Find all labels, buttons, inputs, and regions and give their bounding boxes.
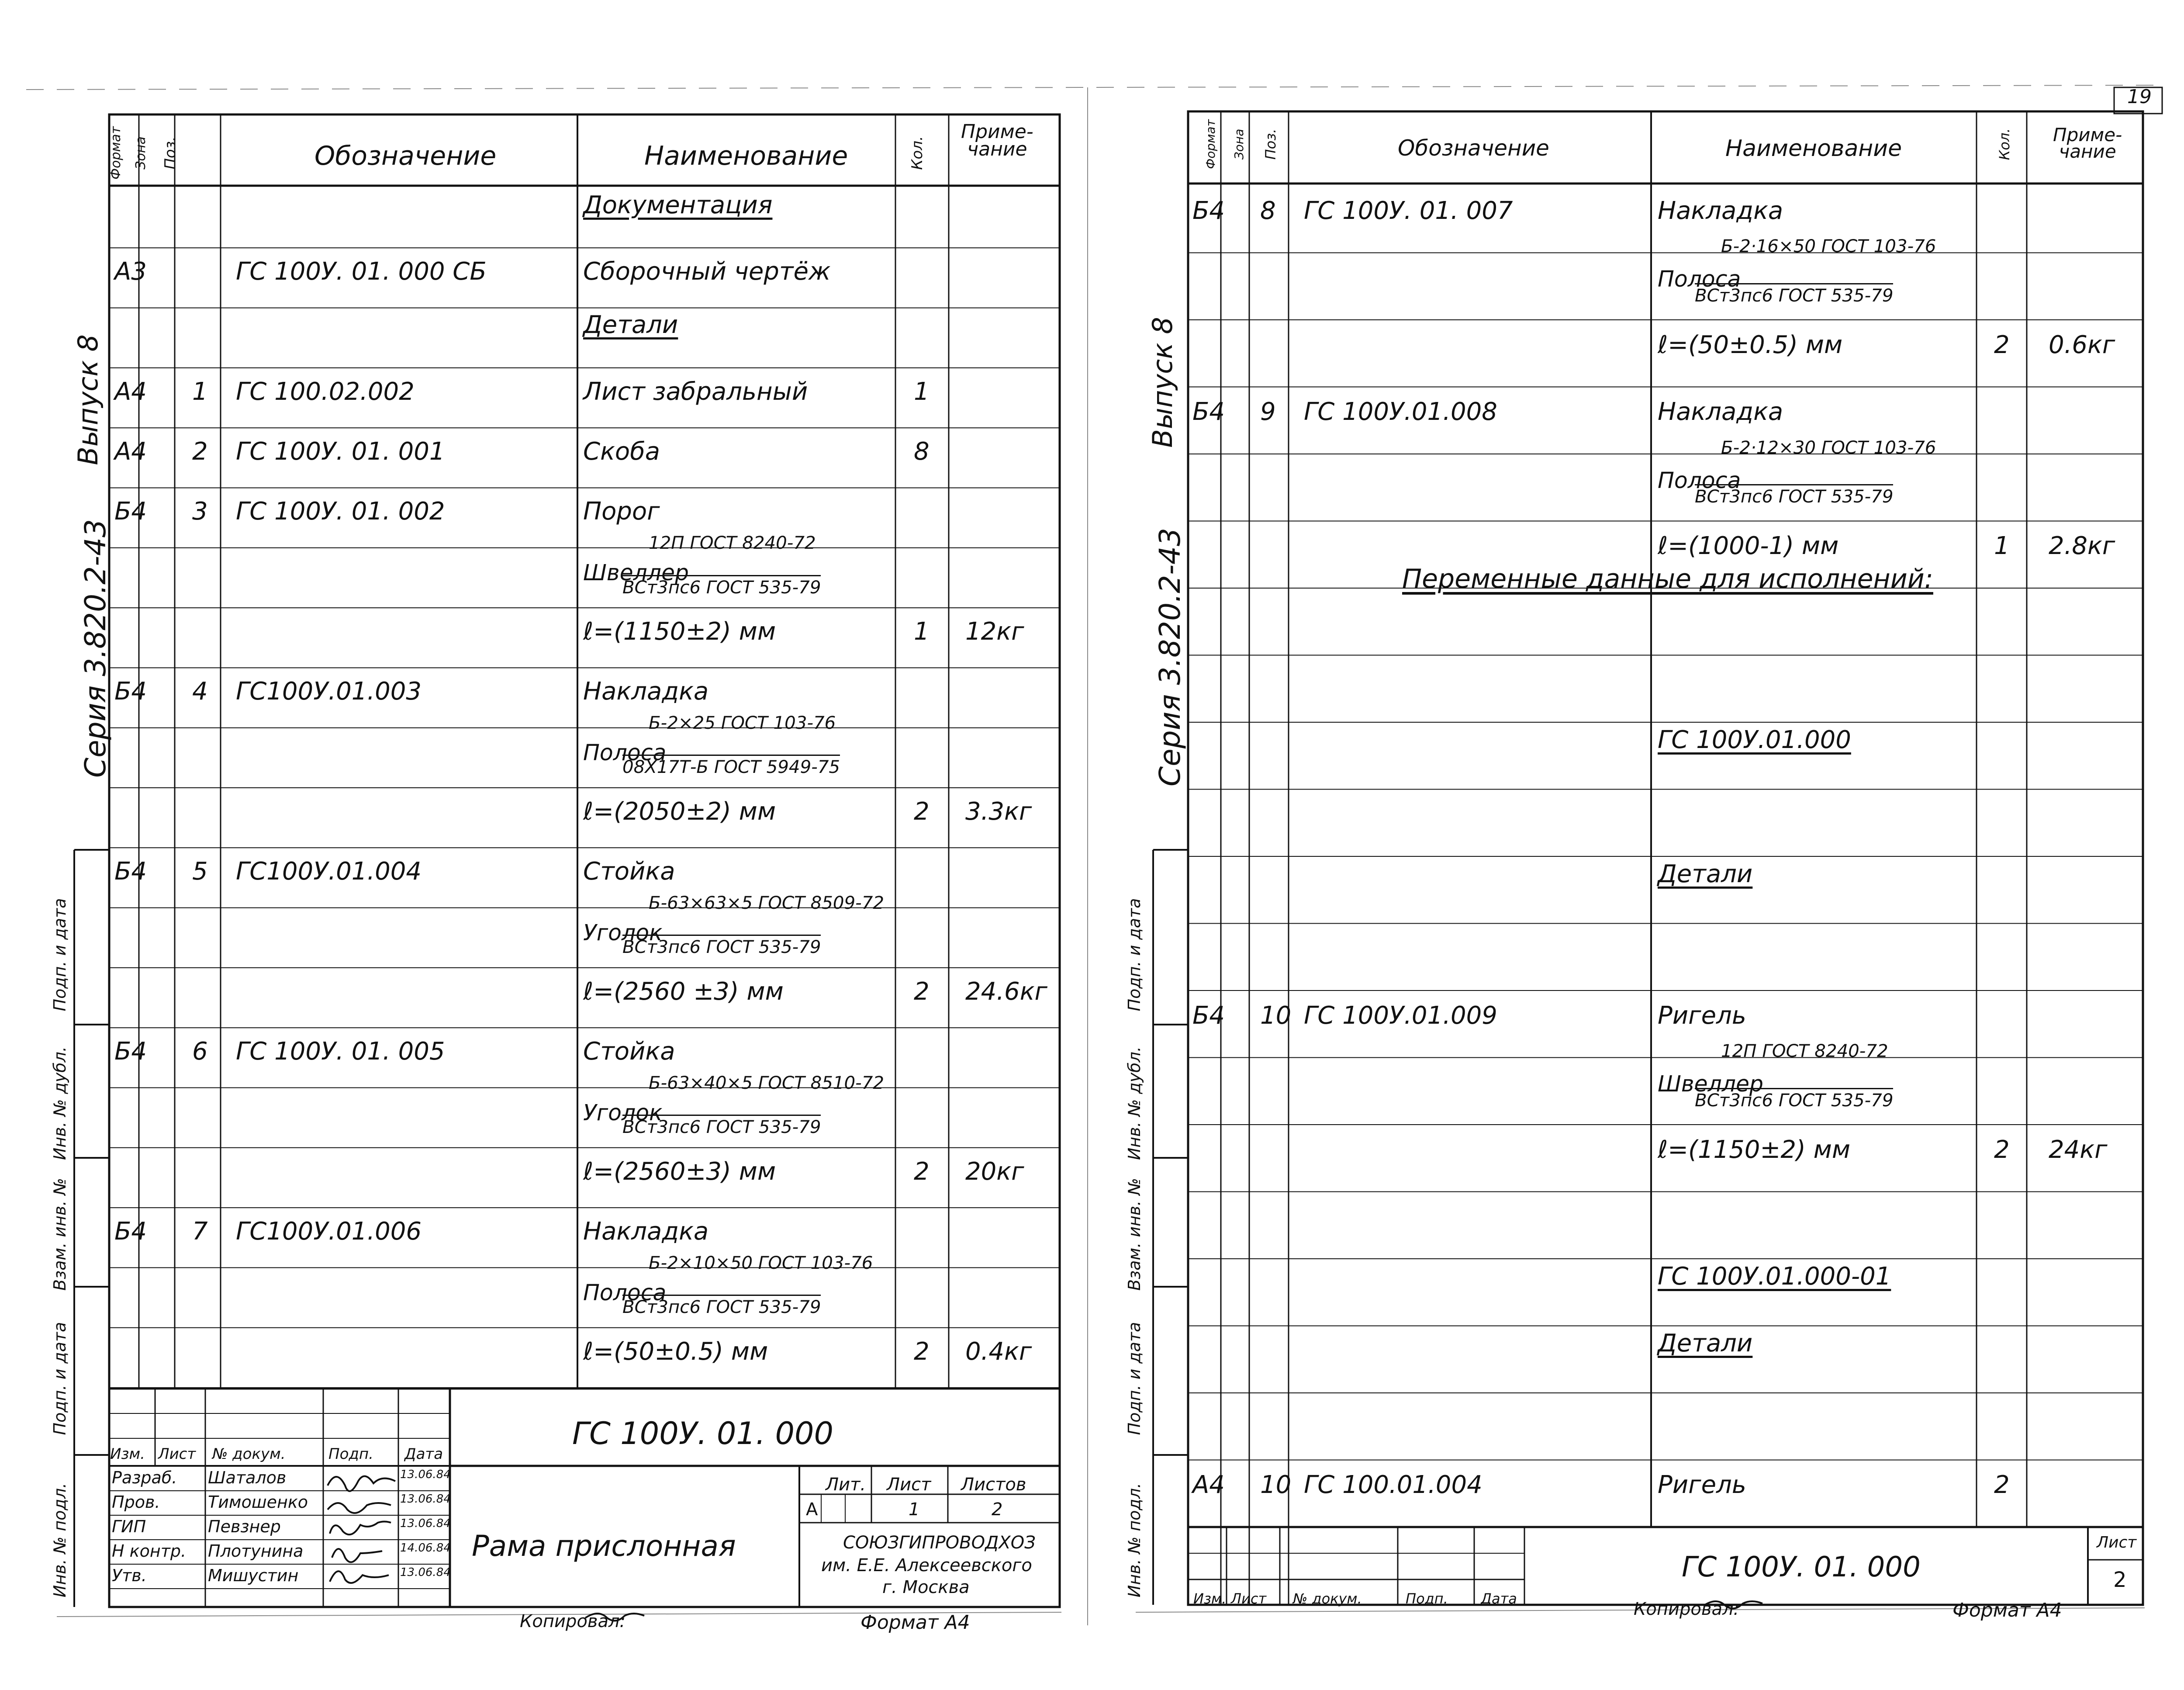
section-heading: ГС 100У.01.000-01: [1658, 1262, 1891, 1291]
row-material-grade: ВСт3пс6 ГОСТ 535-79: [622, 575, 821, 598]
tb-role: Разраб.: [112, 1468, 177, 1487]
org-line-2: им. Е.Е. Алексеевского: [821, 1555, 1032, 1576]
item-name: Рама прислонная: [472, 1529, 736, 1563]
row-format: Б4: [114, 1217, 147, 1246]
org-line-3: г. Москва: [882, 1577, 970, 1597]
row-designation: ГС 100У. 01. 001: [236, 437, 445, 466]
row-position: 8: [1260, 196, 1276, 225]
right-header-kol: Кол.: [1996, 128, 2013, 160]
row-material-name: Уголок: [583, 1099, 663, 1126]
row-name: Стойка: [583, 1037, 675, 1066]
row-format: Б4: [1192, 398, 1225, 426]
rtb-list-value: 2: [2113, 1568, 2127, 1592]
right-header-naim: Наименование: [1725, 135, 1902, 162]
tb-role: Н контр.: [112, 1541, 187, 1561]
row-note: 20кг: [965, 1157, 1024, 1186]
page-number: 19: [2127, 86, 2152, 108]
tb-role: ГИП: [112, 1517, 146, 1536]
row-quantity: 2: [914, 797, 930, 826]
row-name: ℓ=(50±0.5) мм: [1658, 330, 1843, 359]
tb-list-value: 1: [909, 1500, 920, 1520]
row-format: Б4: [114, 497, 147, 526]
row-designation: ГС 100У. 01. 000 СБ: [236, 257, 487, 286]
row-material-grade: ВСт3пс6 ГОСТ 535-79: [622, 935, 821, 957]
left-stamp-inv-podl: Инв. № подл.: [50, 1482, 69, 1598]
row-designation: ГС100У.01.006: [236, 1217, 422, 1246]
row-position: 6: [192, 1037, 208, 1066]
row-quantity: 2: [1994, 1471, 2010, 1500]
tb-listov-label: Листов: [961, 1475, 1026, 1495]
org-line-1: СОЮЗГИПРОВОДХОЗ: [843, 1533, 1036, 1553]
row-material-profile: 12П ГОСТ 8240-72: [1721, 1041, 1888, 1062]
rtb-list-label: Лист: [2097, 1534, 2137, 1551]
left-vypusk: Выпуск 8: [72, 334, 104, 465]
tb-col-list: Лист: [158, 1445, 196, 1463]
row-format: А4: [114, 437, 147, 466]
row-material-name: Швеллер: [583, 560, 689, 586]
row-format: Б4: [114, 857, 147, 886]
tb-lit-label: Лит.: [826, 1475, 866, 1495]
row-quantity: 2: [1994, 330, 2010, 359]
row-material-profile: Б-2×10×50 ГОСТ 103-76: [649, 1253, 873, 1274]
right-stamp-vzam: Взам. инв. №: [1125, 1178, 1144, 1291]
row-name: Стойка: [583, 857, 675, 886]
row-format: А3: [114, 257, 147, 286]
row-quantity: 1: [914, 617, 930, 646]
row-material-profile: Б-2·12×30 ГОСТ 103-76: [1721, 437, 1936, 458]
row-format: А4: [1192, 1471, 1225, 1500]
row-position: 9: [1260, 398, 1276, 426]
tb-person-name: Тимошенко: [208, 1493, 308, 1512]
row-note: 3.3кг: [965, 797, 1032, 826]
row-designation: ГС 100У. 01. 007: [1304, 196, 1513, 225]
tb-list-label: Лист: [887, 1475, 931, 1495]
row-name: Накладка: [1658, 196, 1783, 225]
row-name: ℓ=(2560±3) мм: [583, 1157, 776, 1186]
right-header-format: Формат: [1203, 119, 1218, 169]
right-designation: ГС 100У. 01. 000: [1682, 1551, 1921, 1583]
row-position: 2: [192, 437, 208, 466]
right-header-prim: Приме- чание: [2053, 124, 2122, 162]
tb-person-name: Певзнер: [208, 1517, 281, 1536]
row-name: ℓ=(2560 ±3) мм: [583, 977, 784, 1006]
row-designation: ГС 100У.01.008: [1304, 398, 1497, 426]
tb-person-name: Плотунина: [208, 1541, 304, 1561]
row-format: Б4: [114, 677, 147, 706]
tb-role: Пров.: [112, 1493, 160, 1512]
row-material-name: Швеллер: [1658, 1071, 1763, 1097]
rtb-col-dokum: № докум.: [1293, 1590, 1362, 1607]
tb-lit-value: А: [806, 1500, 818, 1520]
left-designation: ГС 100У. 01. 000: [572, 1416, 834, 1451]
row-name: ℓ=(1150±2) мм: [583, 617, 776, 646]
row-material-grade: ВСт3пс6 ГОСТ 535-79: [622, 1115, 821, 1137]
left-seriya: Серия 3.820.2-43: [79, 519, 112, 778]
row-position: 5: [192, 857, 208, 886]
left-header-format: Формат: [108, 126, 124, 180]
right-header-poz: Поз.: [1262, 128, 1279, 160]
tb-col-izm: Изм.: [110, 1445, 145, 1463]
row-name: Накладка: [583, 1217, 709, 1246]
left-header-naim: Наименование: [644, 141, 848, 171]
row-material-grade: ВСт3пс6 ГОСТ 535-79: [622, 1295, 821, 1317]
row-material-grade: ВСт3пс6 ГОСТ 535-79: [1695, 1088, 1893, 1111]
left-stamp-podp-1: Подп. и дата: [50, 898, 69, 1011]
right-seriya: Серия 3.820.2-43: [1153, 528, 1187, 786]
left-stamp-podp-2: Подп. и дата: [50, 1322, 69, 1435]
row-quantity: 1: [914, 377, 930, 406]
row-position: 4: [192, 677, 208, 706]
right-stamp-inv-podl: Инв. № подл.: [1125, 1482, 1144, 1598]
row-position: 7: [192, 1217, 208, 1246]
section-heading: ГС 100У.01.000: [1658, 725, 1851, 754]
right-footer-copied: Копировал:: [1634, 1599, 1740, 1619]
row-material-profile: Б-63×63×5 ГОСТ 8509-72: [649, 893, 885, 914]
row-position: 10: [1260, 1001, 1292, 1030]
right-stamp-podp-1: Подп. и дата: [1125, 898, 1144, 1011]
left-header-prim: Приме- чание: [961, 121, 1033, 160]
row-note: 0.4кг: [965, 1337, 1032, 1366]
row-format: Б4: [1192, 196, 1225, 225]
row-name: ℓ=(2050±2) мм: [583, 797, 776, 826]
section-heading: Детали: [1658, 1329, 1753, 1358]
row-position: 10: [1260, 1471, 1292, 1500]
row-material-name: Полоса: [583, 740, 667, 766]
tb-person-name: Мишустин: [208, 1566, 299, 1585]
row-format: Б4: [114, 1037, 147, 1066]
row-material-name: Полоса: [1658, 266, 1741, 292]
row-format: А4: [114, 377, 147, 406]
row-designation: ГС100У.01.004: [236, 857, 422, 886]
row-note: 12кг: [965, 617, 1024, 646]
right-header-oboz: Обозначение: [1398, 135, 1549, 161]
row-material-grade: 08Х17Т-Б ГОСТ 5949-75: [622, 755, 840, 777]
row-quantity: 1: [1994, 532, 2010, 561]
row-material-grade: ВСт3пс6 ГОСТ 535-79: [1695, 484, 1893, 507]
rtb-col-data: Дата: [1481, 1590, 1517, 1607]
row-name: Сборочный чертёж: [583, 257, 831, 286]
row-note: 0.6кг: [2049, 330, 2115, 359]
row-designation: ГС 100.02.002: [236, 377, 415, 406]
left-header-oboz: Обозначение: [314, 141, 497, 171]
row-position: 1: [192, 377, 208, 406]
left-footer-format: Формат А4: [860, 1611, 970, 1634]
row-designation: ГС100У.01.003: [236, 677, 422, 706]
row-name: Ригель: [1658, 1001, 1746, 1030]
tb-date: 13.06.84: [400, 1517, 451, 1530]
row-designation: ГС 100У. 01. 002: [236, 497, 445, 526]
section-heading: Детали: [1658, 859, 1753, 888]
row-quantity: 2: [1994, 1135, 2010, 1164]
row-name: ℓ=(1150±2) мм: [1658, 1135, 1851, 1164]
row-name: Лист забральный: [583, 377, 808, 406]
left-stamp-inv-dubl: Инв. № дубл.: [50, 1046, 69, 1160]
row-material-grade: ВСт3пс6 ГОСТ 535-79: [1695, 283, 1893, 306]
row-name: ℓ=(50±0.5) мм: [583, 1337, 768, 1366]
tb-listov-value: 2: [992, 1500, 1003, 1520]
rtb-col-izm: Изм.: [1193, 1590, 1227, 1607]
rtb-col-list: Лист: [1231, 1590, 1267, 1607]
left-stamp-vzam: Взам. инв. №: [50, 1178, 69, 1291]
tb-date: 13.06.84: [400, 1493, 451, 1506]
tb-role: Утв.: [112, 1566, 147, 1585]
row-material-profile: Б-2×25 ГОСТ 103-76: [649, 713, 836, 734]
tb-col-data: Дата: [404, 1445, 443, 1463]
left-header-kol: Кол.: [909, 136, 926, 170]
section-heading: Документация: [583, 190, 773, 219]
row-material-profile: Б-63×40×5 ГОСТ 8510-72: [649, 1073, 885, 1094]
tb-person-name: Шаталов: [208, 1468, 287, 1487]
row-quantity: 2: [914, 977, 930, 1006]
row-material-name: Уголок: [583, 920, 663, 946]
tb-date: 14.06.84: [400, 1541, 451, 1555]
right-vypusk: Выпуск 8: [1147, 317, 1178, 448]
variable-data-title: Переменные данные для исполнений:: [1402, 564, 1933, 594]
row-quantity: 2: [914, 1337, 930, 1366]
rtb-col-podp: Подп.: [1406, 1590, 1448, 1607]
row-name: Ригель: [1658, 1471, 1746, 1500]
left-header-zona: Зона: [133, 136, 149, 170]
row-quantity: 8: [914, 437, 930, 466]
row-designation: ГС 100У.01.009: [1304, 1001, 1497, 1030]
right-stamp-podp-2: Подп. и дата: [1125, 1322, 1144, 1435]
left-header-poz: Поз.: [162, 136, 179, 170]
row-note: 24.6кг: [965, 977, 1047, 1006]
row-note: 2.8кг: [2049, 532, 2115, 561]
row-name: Скоба: [583, 437, 660, 466]
row-material-profile: 12П ГОСТ 8240-72: [649, 533, 816, 554]
row-name: ℓ=(1000-1) мм: [1658, 532, 1839, 561]
row-designation: ГС 100.01.004: [1304, 1471, 1482, 1500]
row-name: Накладка: [583, 677, 709, 706]
row-format: Б4: [1192, 1001, 1225, 1030]
tb-date: 13.06.84: [400, 1566, 451, 1579]
left-footer-copied: Копировал:: [520, 1611, 626, 1631]
row-name: Накладка: [1658, 398, 1783, 426]
section-heading: Детали: [583, 311, 678, 339]
row-material-name: Полоса: [583, 1279, 667, 1306]
tb-date: 13.06.84: [400, 1468, 451, 1481]
right-stamp-inv-dubl: Инв. № дубл.: [1125, 1046, 1144, 1160]
right-header-zona: Зона: [1232, 128, 1246, 160]
signatures: [328, 1476, 1762, 1621]
row-position: 3: [192, 497, 208, 526]
row-name: Порог: [583, 497, 660, 526]
row-material-profile: Б-2·16×50 ГОСТ 103-76: [1721, 236, 1936, 257]
row-designation: ГС 100У. 01. 005: [236, 1037, 445, 1066]
row-material-name: Полоса: [1658, 467, 1741, 493]
tb-col-dokum: № докум.: [212, 1445, 286, 1463]
row-note: 24кг: [2049, 1135, 2108, 1164]
row-quantity: 2: [914, 1157, 930, 1186]
tb-col-podp: Подп.: [328, 1445, 373, 1463]
right-footer-format: Формат А4: [1952, 1599, 2062, 1621]
